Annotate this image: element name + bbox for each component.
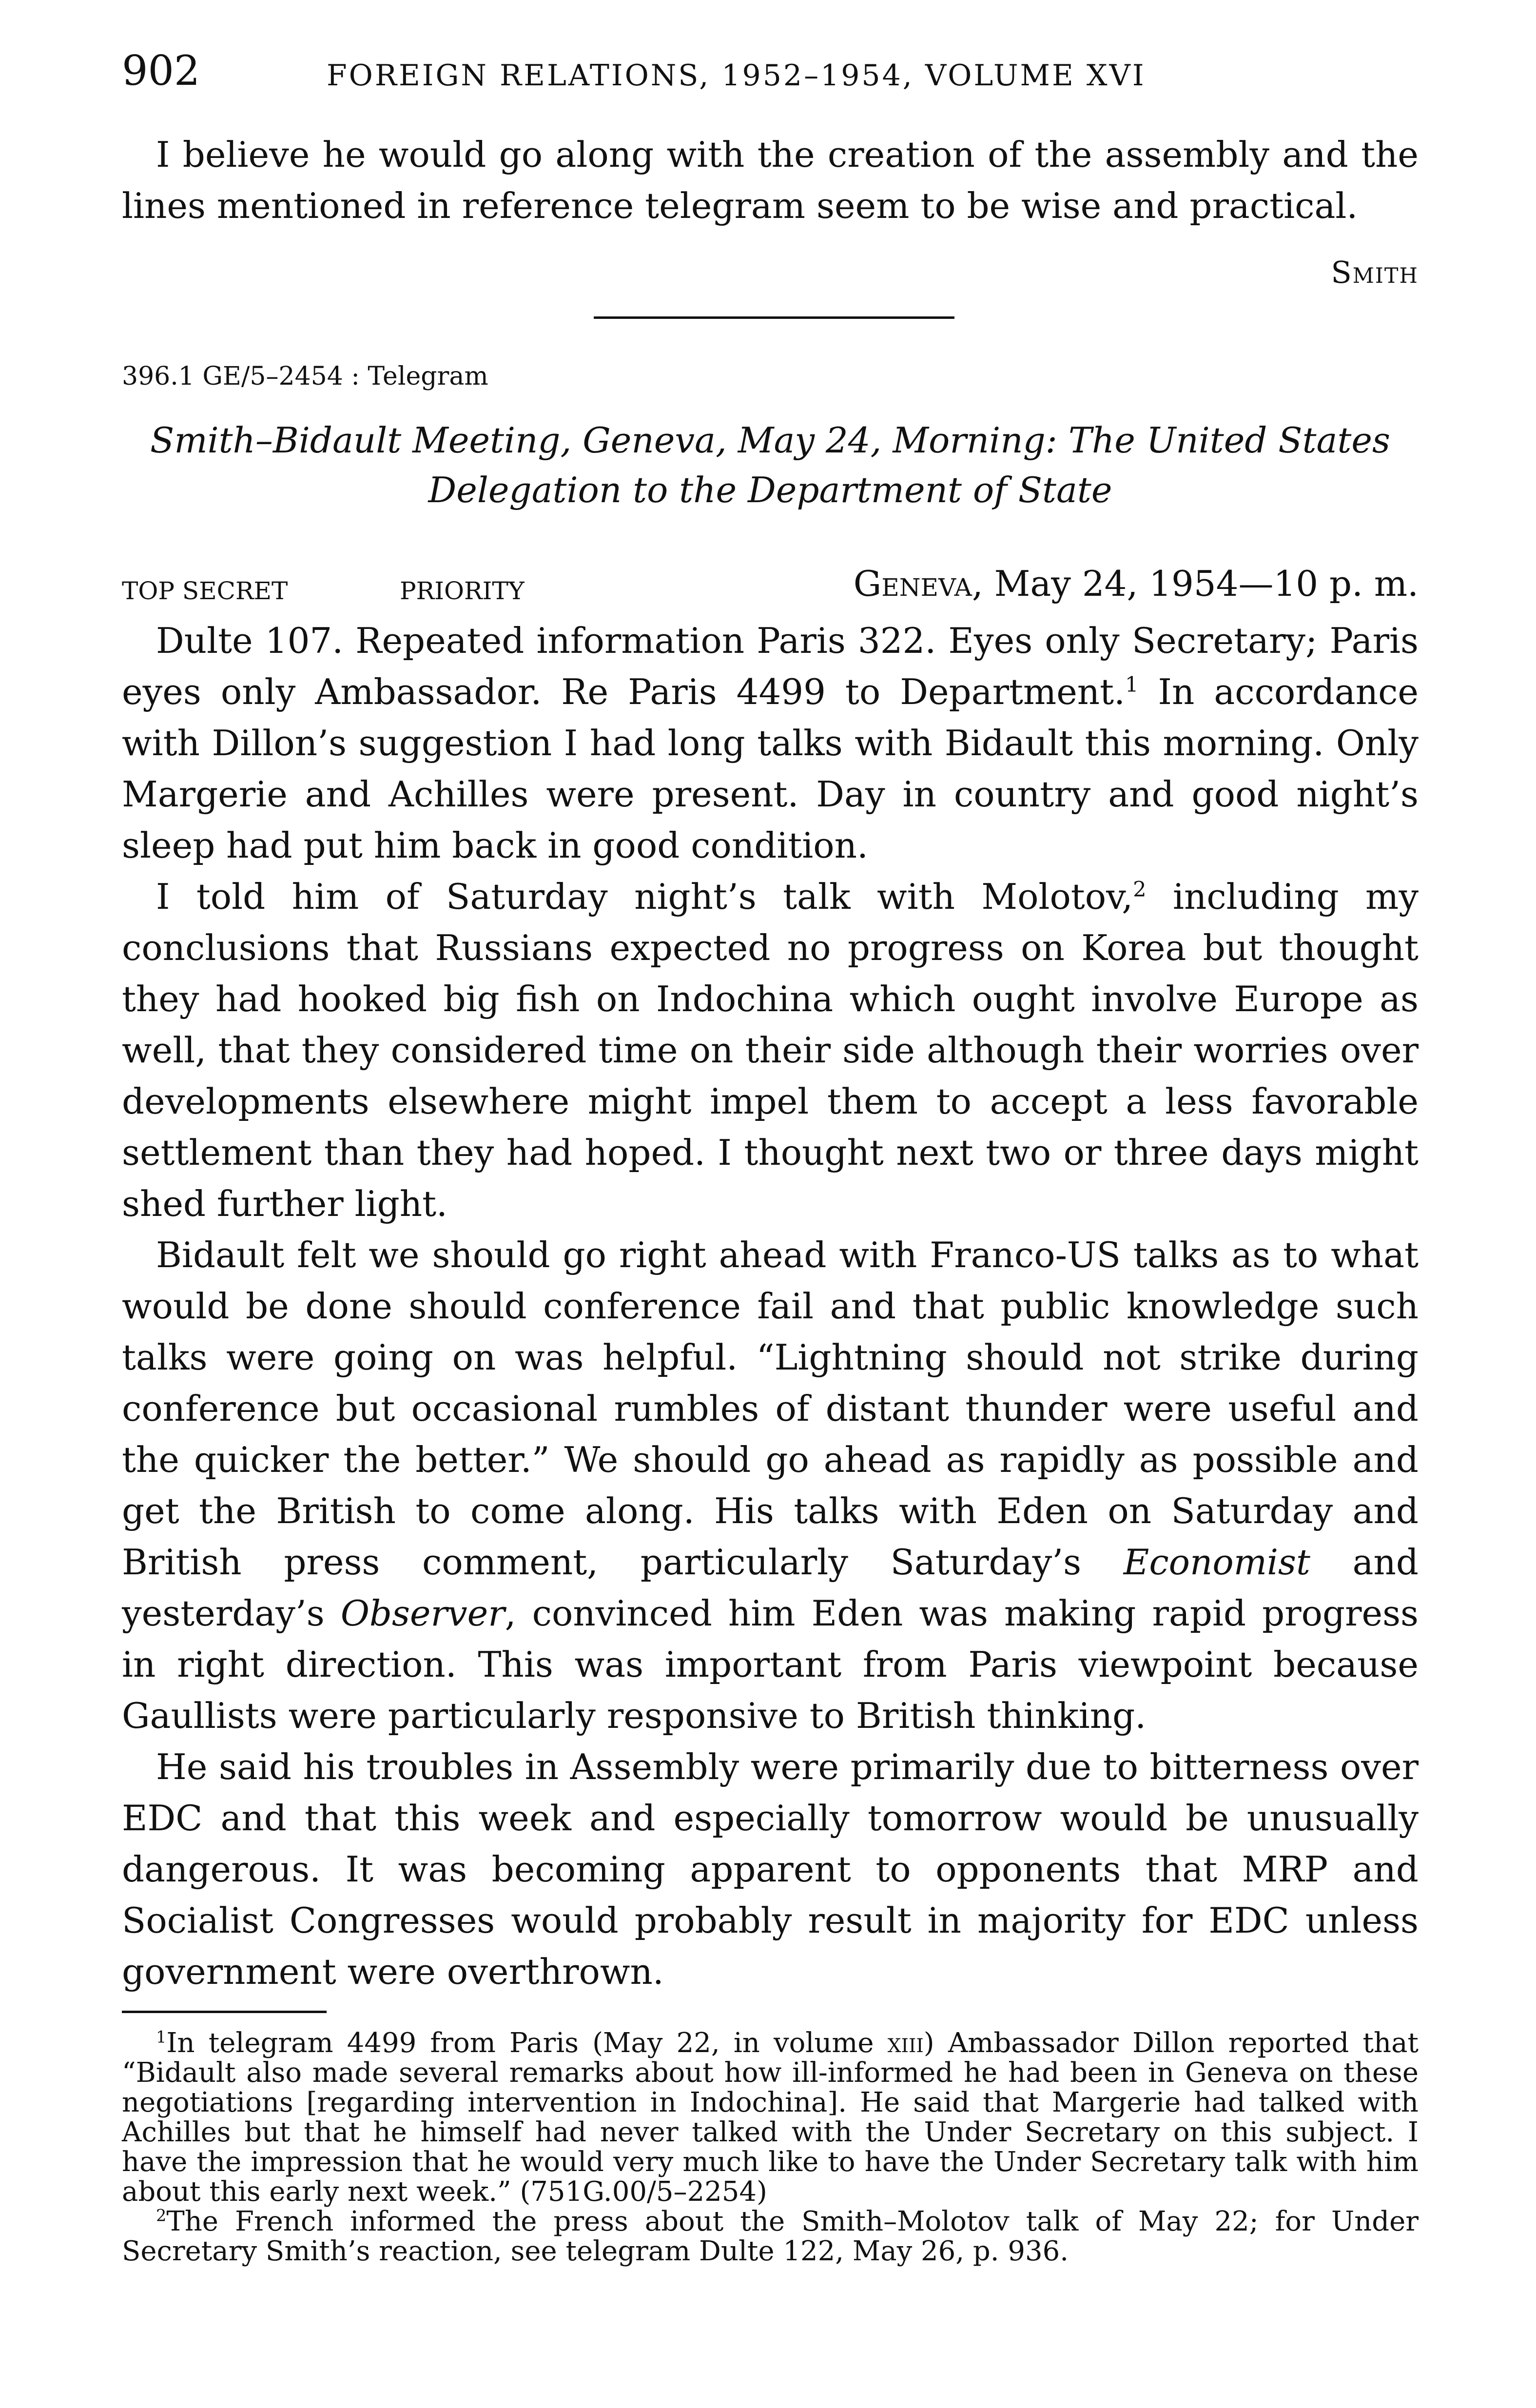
signature: Smith — [1331, 255, 1419, 290]
footnotes — [122, 2028, 1419, 2266]
footnote-1-text-a: In telegram 4499 from Paris (May 22, in volume — [166, 2027, 888, 2059]
paragraph-3-text-c: , convinced him Eden was making rapid progress in right direction. This was important from Paris viewpoint because Gaullists were particularly responsive to British thinking. — [122, 1593, 1419, 1736]
footnote-ref-1: 1 — [1125, 673, 1139, 697]
telegram-body — [122, 615, 1419, 1997]
paragraph-2-text-a: I told him of Saturday night’s talk with Molotov, — [156, 876, 1133, 917]
section-divider — [594, 316, 954, 319]
paragraph-3-text-b: and yesterday’s — [122, 1542, 1419, 1634]
place-date — [854, 563, 1419, 604]
footnote-ref-2: 2 — [1133, 878, 1147, 902]
footnote-1-mark: 1 — [156, 2027, 167, 2047]
file-reference: 396.1 GE/5–2454 : Telegram — [122, 362, 488, 391]
economist-title: Economist — [1123, 1542, 1310, 1583]
classification-label: TOP SECRET — [122, 577, 288, 605]
footnote-2-mark: 2 — [156, 2206, 167, 2225]
place: Geneva — [853, 563, 972, 604]
paragraph-4: He said his troubles in Assembly were primarily due to bitterness over EDC and that this week and especially tomorrow would be unusually dangerous. It was becoming apparent to opponents that MRP and Socialist Congresses would probably result in majority for EDC unless government were overthrown. — [122, 1746, 1419, 1992]
paragraph-1-text-b: In accordance with Dillon’s suggestion I had long talks with Bidault this morning. Only Margerie and Achilles were present. Day in country and good night’s sleep had put him back in good condition. — [122, 671, 1419, 866]
footnote-2-text: The French informed the press about the Smith–Molotov talk of May 22; for Under Secretary Smith’s reaction, see telegram Dulte 122, May 26, p. 936. — [122, 2206, 1419, 2267]
paragraph-2 — [122, 871, 1419, 1230]
paragraph-3-text-a: Bidault felt we should go right ahead with Franco-US talks as to what would be done should conference fail and that public knowledge such talks were going on was helpful. “Lightning should not strike during conference but occasional rumbles of distant thunder were useful and the quicker the better.” We should go ahead as rapidly as possible and get the British to come along. His talks with Eden on Saturday and British press comment, particularly Saturday’s — [122, 1234, 1419, 1583]
continuation-text — [122, 129, 1419, 232]
date: , May 24, 1954—10 p. m. — [972, 563, 1419, 604]
footnote-1-text-b: ) Ambassador Dillon reported that “Bidault also made several remarks about how ill-informed he had been in Geneva on these negotiations [regarding intervention in Indochina]. He said that Margerie had talked with Achilles but that he himself had never talked with the Under Secretary on this subject. I have the impression that he would very much like to have the Under Secretary talk with him about this early next week.” (751G.00/5–2254) — [122, 2027, 1419, 2208]
paragraph-2-text-b: including my conclusions that Russians expected no progress on Korea but thought they had hooked big fish on Indochina which ought involve Europe as well, that they considered time on their side although their worries over developments elsewhere might impel them to accept a less favorable settlement than they had hoped. I thought next two or three days might shed further light. — [122, 876, 1419, 1224]
paragraph-1-text-a: Dulte 107. Repeated information Paris 322. Eyes only Secretary; Paris eyes only Ambassador. Re Paris 4499 to Department. — [122, 620, 1419, 712]
observer-title: Observer — [340, 1593, 505, 1634]
telegram-header — [122, 563, 1419, 617]
page-number: 902 — [122, 47, 200, 95]
running-head — [122, 47, 1419, 110]
running-title: FOREIGN RELATIONS, 1952–1954, VOLUME XVI — [327, 59, 1146, 93]
precedence-label: PRIORITY — [400, 577, 525, 605]
footnote-2 — [122, 2207, 1419, 2266]
continuation-paragraph: I believe he would go along with the creation of the assembly and the lines mentioned in reference telegram seem to be wise and practical. — [122, 134, 1419, 226]
footnote-1-volume: xiii — [887, 2027, 924, 2059]
footnote-1 — [122, 2028, 1419, 2207]
footnote-divider — [122, 2011, 327, 2013]
paragraph-1 — [122, 615, 1419, 871]
document-title: Smith–Bidault Meeting, Geneva, May 24, Morning: The United States Delegation to the Department of State — [150, 420, 1390, 510]
paragraph-3 — [122, 1230, 1419, 1742]
